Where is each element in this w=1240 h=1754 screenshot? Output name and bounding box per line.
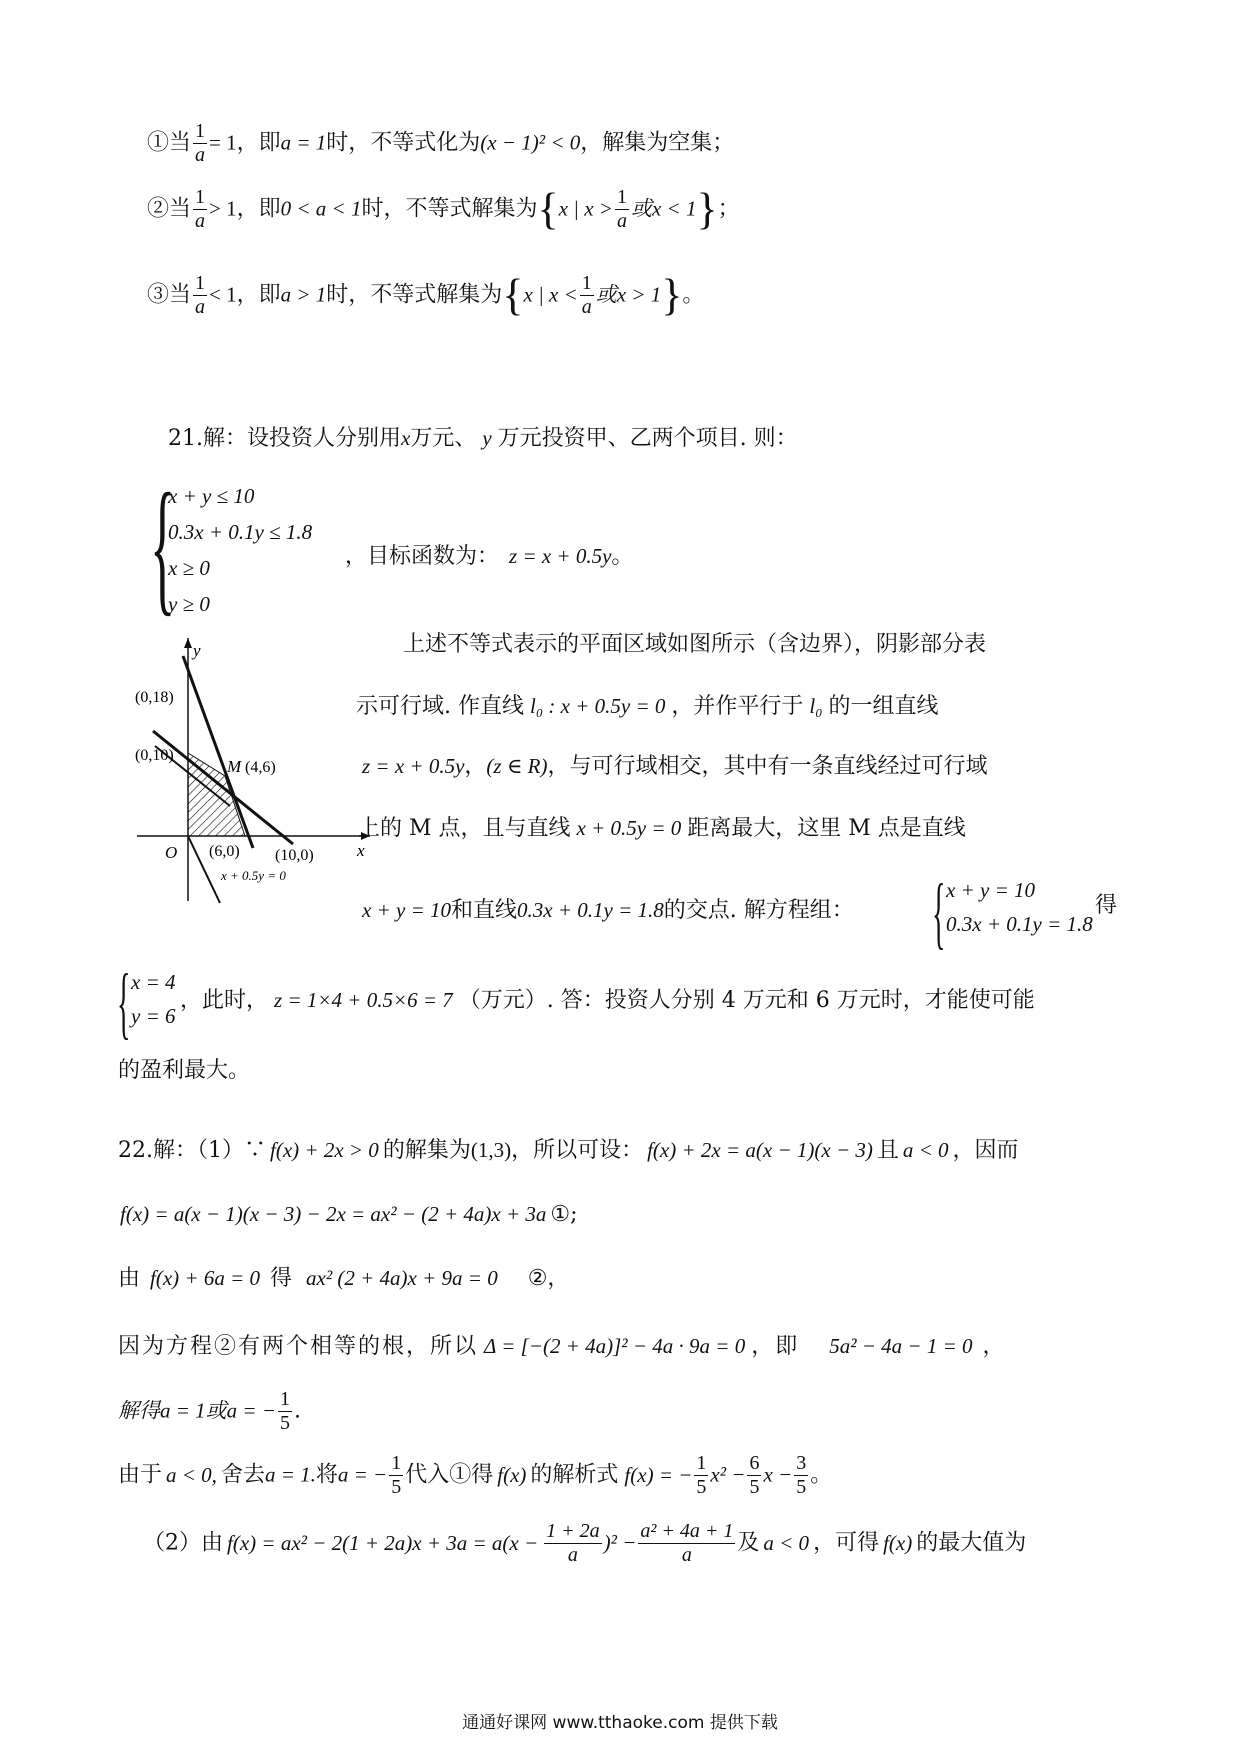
point-10-0-label: (10,0): [275, 847, 314, 864]
q22-line-1: 22.解：（1）∵ f(x) + 2x > 0 的解集为(1,3)，所以可设： f(x) + 2x = a(x − 1)(x − 3) 且 a < 0 ，因而: [118, 1138, 1019, 1163]
feasible-region-graph: [135, 636, 375, 906]
left-brace: {: [117, 959, 131, 1047]
q21-p7: 的盈利最大。: [118, 1058, 251, 1083]
constraint-3: x ≥ 0: [168, 556, 210, 580]
point-M-label: M: [227, 757, 242, 776]
fraction-one-fifth: $\frac{1}{5}$: [696, 1452, 707, 1498]
q22-line-4: 因为方程②有两个相等的根，所以 Δ = [−(2 + 4a)]² − 4a · 9a = 0 ，即 5a² − 4a − 1 = 0 ，: [118, 1334, 1007, 1359]
y-axis-arrow-icon: [184, 638, 192, 648]
solution-x: x = 4: [131, 970, 176, 994]
q21-p1: 上述不等式表示的平面区域如图所示（含边界），阴影部分表: [403, 632, 987, 657]
q22-line-3: 由 f(x) + 6a = 0 得 ax² (2 + 4a)x + 9a = 0 ②，: [118, 1266, 570, 1291]
q21-p4: 上的 M 点，且与直线 x + 0.5y = 0 距离最大，这里 M 点是直线: [358, 816, 966, 841]
fraction-one-over-a: $\frac{1}{a}$: [616, 186, 627, 232]
case-2-line: ②当 $\frac{1}{a}$ > 1，即0 < a < 1时，不等式解集为{x | x > $\frac{1}{a}$ 或x < 1}；: [147, 184, 740, 234]
equation-2: 0.3x + 0.1y = 1.8: [946, 912, 1093, 936]
q21-p5-end: 得: [1095, 893, 1118, 918]
fraction-one-over-a: $\frac{1}{a}$: [195, 272, 206, 318]
case-1-line: ①当 $\frac{1}{a}$ = 1，即a = 1时，不等式化为(x − 1)² < 0，解集为空集；: [147, 120, 735, 166]
left-brace: {: [932, 869, 946, 957]
equation-1: x + y = 10: [946, 878, 1035, 902]
fraction-max-value: $\frac{\text{a² + 4a + 1}}{a}$: [640, 1520, 734, 1566]
q21-p6: ，此时， z = 1×4 + 0.5×6 = 7 （万元）. 答：投资人分别 4 万元和 6 万元时，才能使可能: [180, 988, 1035, 1013]
objective-line: ，目标函数为： z = x + 0.5y。: [345, 544, 634, 569]
right-brace: }: [696, 184, 718, 234]
point-M-coord: (4,6): [245, 759, 276, 776]
y-axis-label: y: [193, 641, 201, 660]
left-brace: {: [502, 270, 524, 320]
q21-p5: x + y = 10和直线0.3x + 0.1y = 1.8的交点. 解方程组：: [362, 898, 854, 923]
page-footer: 通通好课网 www.tthaoke.com 提供下载: [462, 1713, 778, 1733]
point-0-10-label: (0,10): [135, 747, 174, 764]
q21-p2: 示可行域. 作直线 l₀ : x + 0.5y = 0 ，并作平行于 l₀ 的一组直线: [356, 694, 939, 719]
q22-line-5: 解得a = 1或a = − $\frac{1}{5}$ .: [118, 1388, 302, 1434]
fraction-three-fifths: $\frac{3}{5}$: [796, 1452, 807, 1498]
fraction-one-over-a: $\frac{1}{a}$: [195, 186, 206, 232]
q22-line-6: 由于 a < 0, 舍去a = 1.将a = − $\frac{1}{5}$ 代入①得 f(x) 的解析式 f(x) = − $\frac{1}{5}$ x² − $\frac{6}{5}$ x − $\frac{3}{5}$ 。: [118, 1452, 833, 1498]
constraint-2: 0.3x + 0.1y ≤ 1.8: [168, 520, 313, 544]
point-6-0-label: (6,0): [209, 843, 240, 860]
origin-label: O: [165, 843, 178, 862]
q22-line-7: （2）由 f(x) = ax² − 2(1 + 2a)x + 3a = a(x − $\frac{1 + 2a}{a}$ )² − $\frac{\text{a² + 4a + 1}}{a}$ 及 a < 0 ，可得 f(x) 的最大值为: [143, 1520, 1027, 1566]
fraction-six-fifths: $\frac{6}{5}$: [749, 1452, 760, 1498]
fraction-one-over-a: $\frac{1}{a}$: [195, 120, 206, 166]
case-3-line: ③当 $\frac{1}{a}$ < 1，即a > 1时，不等式解集为{x | x < $\frac{1}{a}$ 或x > 1}。: [147, 270, 705, 320]
constraint-4: y ≥ 0: [168, 592, 210, 616]
q21-p3: z = x + 0.5y，(z ∈ R)，与可行域相交，其中有一条直线经过可行域: [362, 754, 988, 779]
q21-intro: 21.解：设投资人分别用x万元、 y 万元投资甲、乙两个项目. 则：: [168, 426, 798, 451]
fraction-one-over-a: $\frac{1}{a}$: [581, 272, 592, 318]
q22-line-2: f(x) = a(x − 1)(x − 3) − 2x = ax² − (2 + 4a)x + 3a ①;: [120, 1202, 578, 1227]
x-axis-label: x: [357, 841, 365, 860]
line-l0-label: x + 0.5y = 0: [221, 868, 286, 883]
fraction-vertex: $\frac{1 + 2a}{a}$: [546, 1520, 600, 1566]
left-brace: {: [150, 463, 176, 629]
constraint-1: x + y ≤ 10: [168, 484, 255, 508]
right-brace: }: [661, 270, 683, 320]
point-0-18-label: (0,18): [135, 689, 174, 706]
solution-y: y = 6: [131, 1004, 176, 1028]
fraction-one-fifth: $\frac{1}{5}$: [391, 1452, 402, 1498]
left-brace: {: [537, 184, 559, 234]
fraction-one-fifth: $\frac{1}{5}$: [280, 1388, 291, 1434]
